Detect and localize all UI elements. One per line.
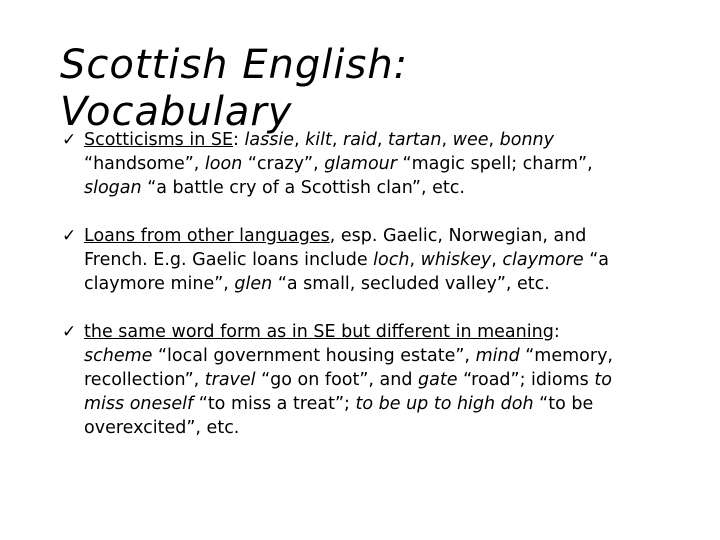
italic-term: to be up to high doh [355, 394, 534, 414]
text-run: , [331, 130, 343, 150]
italic-term: to [594, 370, 612, 390]
italic-term: claymore [502, 250, 584, 270]
italic-term: gate [418, 370, 458, 390]
text-run: , [491, 250, 503, 270]
bullet-heading: Loans from other languages [84, 226, 330, 246]
italic-term: wee [452, 130, 489, 150]
italic-term: bonny [499, 130, 554, 150]
text-run: “a small, secluded valley”, etc. [272, 274, 550, 294]
bullet-scotticisms [62, 128, 682, 200]
bullet-loans [62, 224, 682, 296]
bullet-same-form [62, 320, 682, 440]
text-run: , [441, 130, 453, 150]
italic-term: glen [234, 274, 273, 294]
italic-term: scheme [84, 346, 153, 366]
slide-title [60, 42, 680, 136]
text-run: , [376, 130, 389, 150]
italic-term: loon [204, 154, 243, 174]
bullet-heading: the same word form as in SE but different in meaning [84, 322, 554, 342]
italic-term: mind [475, 346, 520, 366]
text-run: French. E.g. Gaelic loans include [84, 250, 374, 270]
bullet-list [62, 128, 682, 440]
text-run: , [409, 250, 421, 270]
text-run: “magic spell; charm”, [396, 154, 593, 174]
text-run: “a battle cry of a Scottish clan”, etc. [141, 178, 465, 198]
italic-term: kilt [305, 130, 332, 150]
bullet-heading: Scotticisms in SE [84, 130, 234, 150]
italic-term: lassie [244, 130, 294, 150]
italic-term: slogan [84, 178, 142, 198]
text-run: “a [583, 250, 610, 270]
italic-term: tartan [388, 130, 442, 150]
text-run: “go on foot”, and [255, 370, 419, 390]
title-line-1: Scottish English: [60, 42, 409, 88]
text-run: “memory, [519, 346, 613, 366]
text-run: “road”; idioms [457, 370, 595, 390]
bullet-heading-punct: : [553, 322, 560, 342]
bullet-heading-punct: : [233, 130, 239, 150]
italic-term: whiskey [420, 250, 492, 270]
bullet-body [84, 346, 613, 438]
text-run: , [293, 130, 306, 150]
text-run: “local government housing estate”, [152, 346, 476, 366]
checkmark-icon: ✓ [62, 322, 77, 342]
text-run: “to be [533, 394, 594, 414]
italic-term: loch [373, 250, 410, 270]
checkmark-icon: ✓ [62, 226, 77, 246]
text-run: , [488, 130, 500, 150]
text-run: “to miss a treat”; [193, 394, 356, 414]
italic-term: travel [204, 370, 256, 390]
title-line-2: Vocabulary [60, 89, 293, 135]
checkmark-icon: ✓ [62, 130, 77, 150]
text-run: claymore mine”, [84, 274, 235, 294]
text-run: recollection”, [84, 370, 205, 390]
text-run: “handsome”, [84, 154, 205, 174]
italic-term: glamour [324, 154, 397, 174]
italic-term: raid [343, 130, 377, 150]
italic-term: miss oneself [84, 394, 194, 414]
bullet-heading-punct: , [329, 226, 336, 246]
text-run: “crazy”, [242, 154, 325, 174]
text-run: overexcited”, etc. [84, 418, 240, 438]
text-run: esp. Gaelic, Norwegian, and [335, 226, 587, 246]
